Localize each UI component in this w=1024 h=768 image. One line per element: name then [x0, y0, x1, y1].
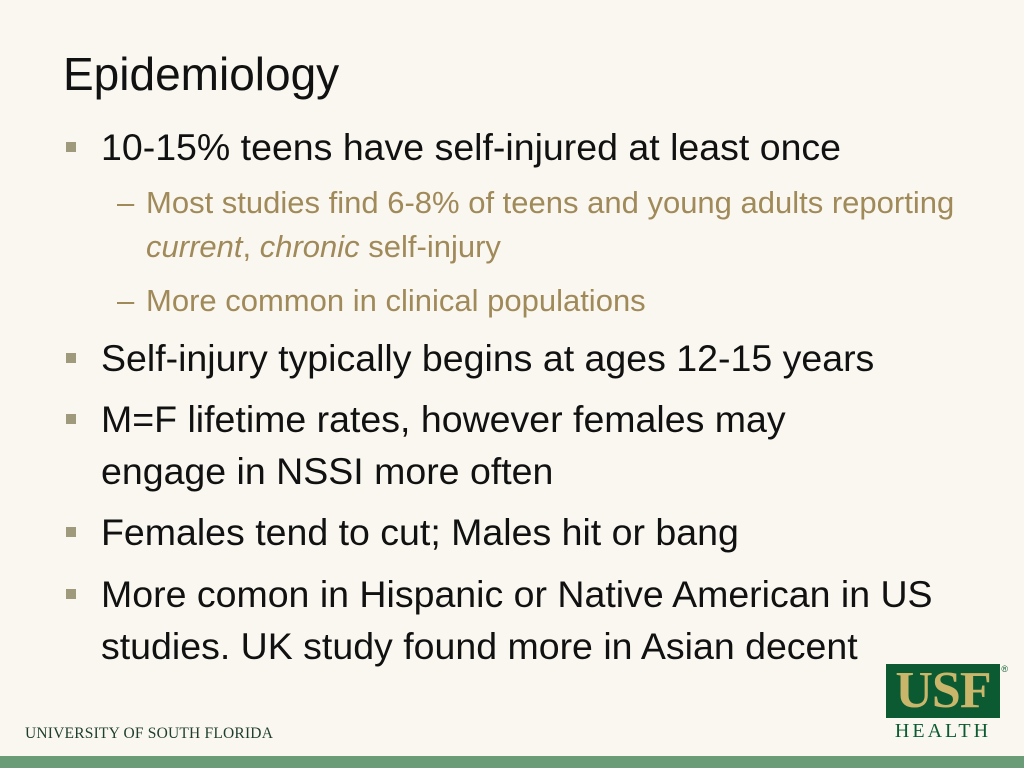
bullet-text: 10-15% teens have self-injured at least once — [101, 126, 842, 168]
emphasis-chronic: chronic — [259, 229, 360, 264]
bullet-text: More comon in Hispanic or Native American in US studies. UK study found more in Asian decent — [101, 573, 933, 667]
separator: , — [242, 229, 260, 264]
logo-badge — [886, 664, 1000, 718]
bullet-text: Self-injury typically begins at ages 12-15 years — [101, 337, 875, 379]
bullet-marker — [66, 142, 76, 152]
sub-bullet-text-part: self-injury — [359, 229, 501, 264]
sub-bullet-dash: – — [117, 283, 135, 318]
bullet-text: Females tend to cut; Males hit or bang — [101, 511, 739, 553]
bullet-marker — [66, 589, 76, 599]
sub-bullet-text — [146, 181, 1006, 269]
slide-title: Epidemiology — [63, 48, 340, 100]
bullet-marker — [66, 527, 76, 537]
sub-bullet-text-part: Most studies find 6-8% of teens and young adults reporting — [146, 185, 955, 220]
logo-brand-text: USF — [895, 662, 991, 719]
sub-bullet-text: More common in clinical populations — [146, 283, 646, 318]
bottom-accent-bar — [0, 756, 1024, 768]
emphasis-current: current — [146, 229, 243, 264]
bullet-marker — [66, 414, 76, 424]
logo-health-text: HEALTH — [894, 720, 992, 742]
sub-bullet-dash: – — [117, 185, 135, 220]
bullet-marker — [66, 353, 76, 363]
bullet-text: M=F lifetime rates, however females may engage in NSSI more often — [101, 398, 786, 492]
registered-mark: ® — [1001, 664, 1008, 674]
footer-university-name: UNIVERSITY OF SOUTH FLORIDA — [25, 725, 274, 742]
usf-health-logo — [884, 662, 1008, 744]
